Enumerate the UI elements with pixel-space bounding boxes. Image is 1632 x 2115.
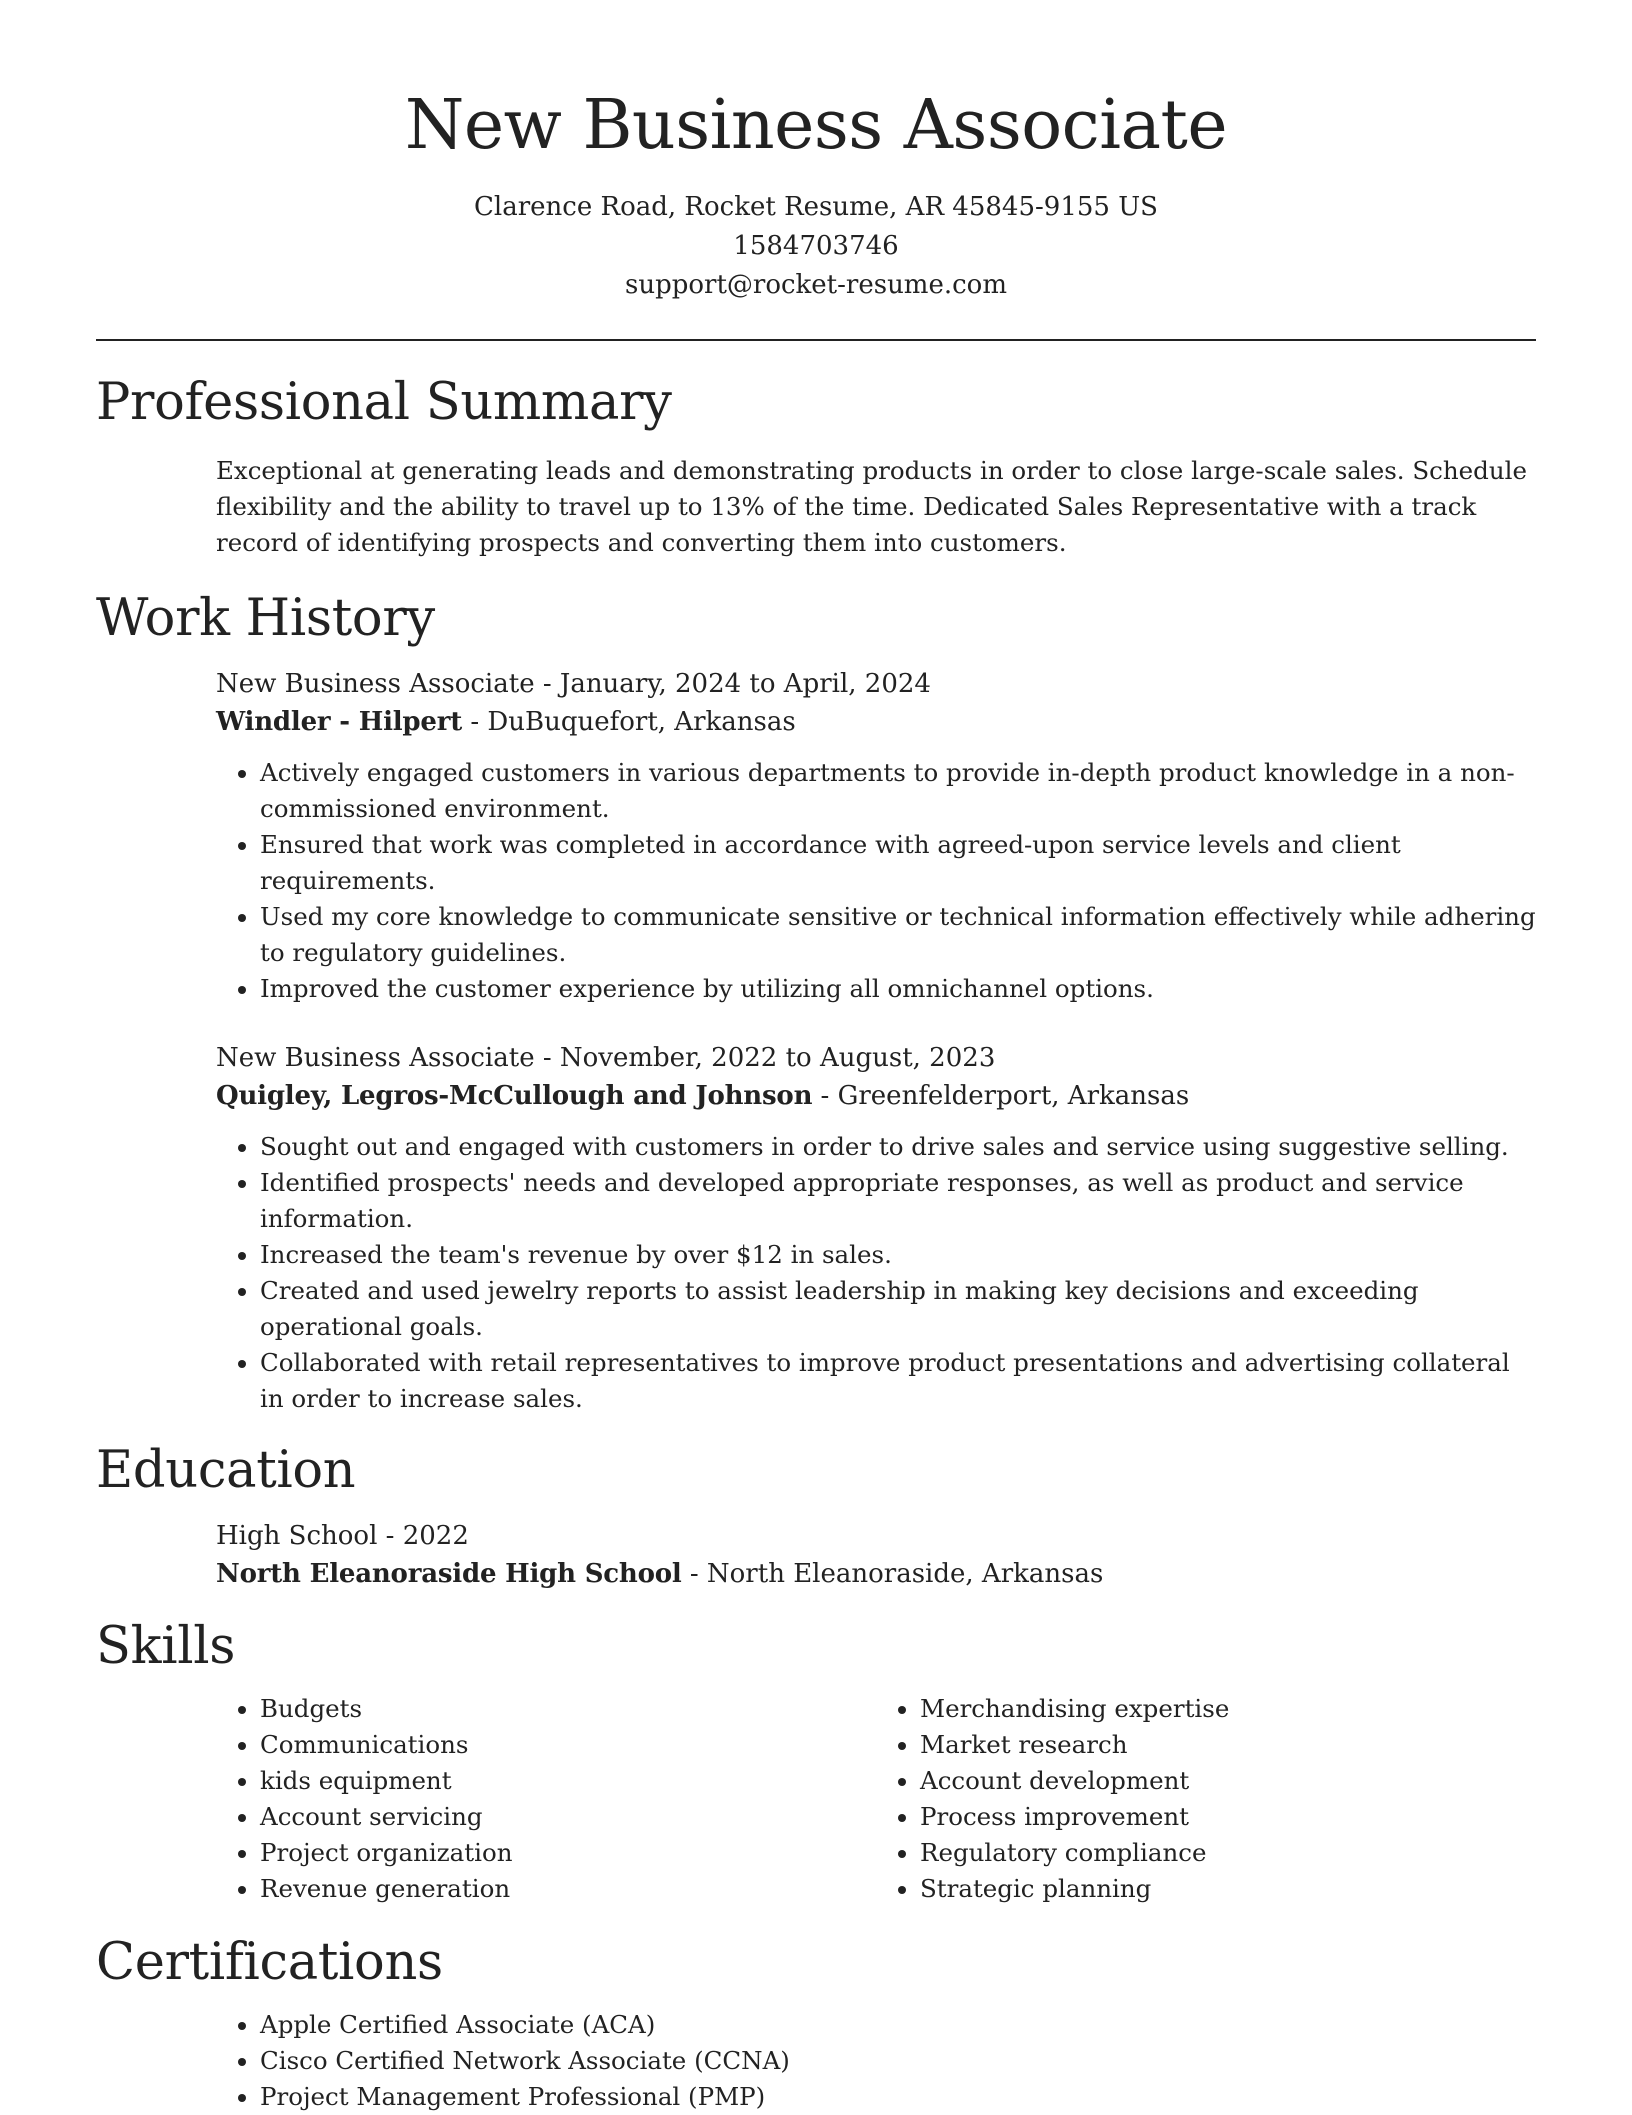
list-item: • Strategic planning: [920, 1871, 1536, 1907]
list-item: • Used my core knowledge to communicate sensitive or technical information effectively while adhering to regulatory guidelines.: [260, 899, 1536, 971]
list-item: • Increased the team's revenue by over $12 in sales.: [260, 1237, 1536, 1273]
list-item: • Account development: [920, 1763, 1536, 1799]
section-title-summary: Professional Summary: [96, 373, 672, 432]
education-degree-line: [216, 1517, 1536, 1555]
education-school-line: [216, 1555, 1536, 1593]
certifications-section: [96, 1931, 1536, 2115]
section-title-work: Work History: [96, 589, 435, 648]
list-item: • kids equipment: [260, 1763, 876, 1799]
job-bullets: [216, 1129, 1536, 1417]
resume-page: [96, 0, 1536, 2115]
job-title: New Business Associate: [216, 1043, 535, 1073]
skills-section: [96, 1615, 1536, 1907]
education-location: - North Eleanoraside, Arkansas: [681, 1559, 1104, 1589]
list-item: • Sought out and engaged with customers in order to drive sales and service using suggestive selling.: [260, 1129, 1536, 1165]
job-location: - DuBuquefort, Arkansas: [462, 707, 796, 737]
resume-name: New Business Associate: [404, 86, 1228, 165]
contact-info: [96, 188, 1536, 305]
job-entry: [96, 1039, 1536, 1417]
job-location: - Greenfelderport, Arkansas: [812, 1081, 1190, 1111]
list-item: • Apple Certified Associate (ACA): [260, 2007, 1536, 2043]
education-year: - 2022: [377, 1521, 469, 1551]
list-item: • Actively engaged customers in various departments to provide in-depth product knowledge in a non-commissioned environment.: [260, 755, 1536, 827]
list-item: • Communications: [260, 1727, 876, 1763]
list-item: • Budgets: [260, 1691, 876, 1727]
contact-phone: 1584703746: [733, 231, 899, 261]
header-divider: [96, 339, 1536, 341]
list-item: • Revenue generation: [260, 1871, 876, 1907]
list-item: • Account servicing: [260, 1799, 876, 1835]
job-title-line: [216, 665, 1536, 703]
certifications-list: [216, 2007, 1536, 2115]
list-item: • Market research: [920, 1727, 1536, 1763]
summary-text: Exceptional at generating leads and demonstrating products in order to close large-scale sales. Schedule flexibility and the ability to travel up to 13% of the time. Dedicated Sales Representative with a track record of identifying prospects and converting them into customers.: [216, 456, 1527, 557]
list-item: • Improved the customer experience by utilizing all omnichannel options.: [260, 971, 1536, 1007]
job-employer-line: [216, 703, 1536, 741]
list-item: • Cisco Certified Network Associate (CCNA): [260, 2043, 1536, 2079]
resume-header: [96, 0, 1536, 305]
list-item: • Project Management Professional (PMP): [260, 2079, 1536, 2115]
job-bullets: [216, 755, 1536, 1007]
section-title-skills: Skills: [96, 1617, 236, 1676]
summary-section: [96, 371, 1536, 561]
skills-list-right: [876, 1691, 1536, 1907]
job-employer: Windler - Hilpert: [216, 707, 463, 737]
job-dates: - November, 2022 to August, 2023: [534, 1043, 996, 1073]
list-item: • Identified prospects' needs and developed appropriate responses, as well as product and service information.: [260, 1165, 1536, 1237]
list-item: • Merchandising expertise: [920, 1691, 1536, 1727]
job-employer: Quigley, Legros-McCullough and Johnson: [216, 1081, 813, 1111]
job-employer-line: [216, 1077, 1536, 1115]
work-section: [96, 587, 1536, 1417]
job-entry: [96, 665, 1536, 1007]
contact-email: support@rocket-resume.com: [624, 270, 1007, 300]
education-school: North Eleanoraside High School: [216, 1559, 682, 1589]
list-item: • Process improvement: [920, 1799, 1536, 1835]
contact-address: Clarence Road, Rocket Resume, AR 45845-9155 US: [474, 192, 1158, 222]
skills-grid: [216, 1691, 1536, 1907]
job-title: New Business Associate: [216, 669, 535, 699]
list-item: • Project organization: [260, 1835, 876, 1871]
list-item: • Ensured that work was completed in accordance with agreed-upon service levels and client requirements.: [260, 827, 1536, 899]
job-dates: - January, 2024 to April, 2024: [534, 669, 931, 699]
list-item: • Regulatory compliance: [920, 1835, 1536, 1871]
section-title-certifications: Certifications: [96, 1933, 443, 1992]
education-section: [96, 1439, 1536, 1593]
list-item: • Created and used jewelry reports to assist leadership in making key decisions and exceeding operational goals.: [260, 1273, 1536, 1345]
education-degree: High School: [216, 1521, 378, 1551]
skills-list-left: [216, 1691, 876, 1907]
list-item: • Collaborated with retail representatives to improve product presentations and advertising collateral in order to increase sales.: [260, 1345, 1536, 1417]
section-title-education: Education: [96, 1441, 356, 1500]
job-title-line: [216, 1039, 1536, 1077]
